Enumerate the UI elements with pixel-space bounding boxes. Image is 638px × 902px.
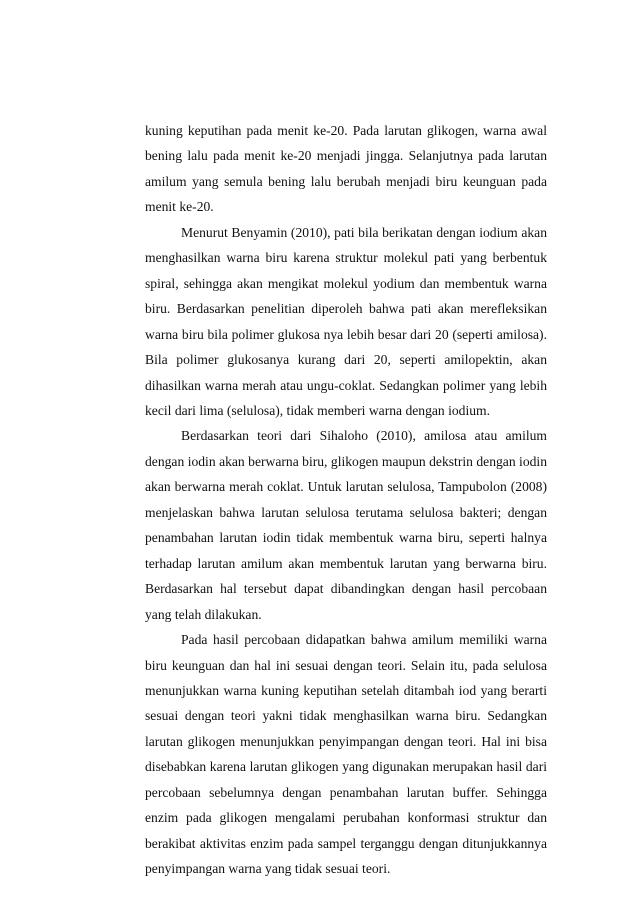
paragraph-4: Pada hasil percobaan didapatkan bahwa amilum memiliki warna biru keunguan dan hal ini sesuai dengan teori. Selain itu, pada selulosa menunjukkan warna kuning keputihan setelah ditambah iod yang berarti sesuai dengan teori yakni tidak menghasilkan warna biru. Sedangkan larutan glikogen menunjukkan penyimpangan dengan teori. Hal ini bisa disebabkan karena larutan glikogen yang digunakan merupakan hasil dari percobaan sebelumnya dengan penambahan larutan buffer. Sehingga enzim pada glikogen mengalami perubahan konformasi struktur dan berakibat aktivitas enzim pada sampel terganggu dengan ditunjukkannya penyimpangan warna yang tidak sesuai teori. xyxy=(145,632,547,877)
paragraph-3: Berdasarkan teori dari Sihaloho (2010), amilosa atau amilum dengan iodin akan berwarna biru, glikogen maupun dekstrin dengan iodin akan berwarna merah coklat. Untuk larutan selulosa, Tampubolon (2008) menjelaskan bahwa larutan selulosa terutama selulosa bakteri; dengan penambahan larutan iodin tidak membentuk warna biru, seperti halnya terhadap larutan amilum akan membentuk larutan yang berwarna biru. Berdasarkan hal tersebut dapat dibandingkan dengan hasil percobaan yang telah dilakukan. xyxy=(145,428,547,622)
paragraph-2: Menurut Benyamin (2010), pati bila berikatan dengan iodium akan menghasilkan warna biru karena struktur molekul pati yang berbentuk spiral, sehingga akan mengikat molekul yodium dan membentuk warna biru. Berdasarkan penelitian diperoleh bahwa pati akan merefleksikan warna biru bila polimer glukosa nya lebih besar dari 20 (seperti amilosa). Bila polimer glukosanya kurang dari 20, seperti amilopektin, akan dihasilkan warna merah atau ungu-coklat. Sedangkan polimer yang lebih kecil dari lima (selulosa), tidak memberi warna dengan iodium. xyxy=(145,224,547,418)
paragraph-1: kuning keputihan pada menit ke-20. Pada larutan glikogen, warna awal bening lalu pada menit ke-20 menjadi jingga. Selanjutnya pada larutan amilum yang semula bening lalu berubah menjadi biru keunguan pada menit ke-20. xyxy=(145,123,547,215)
body-text xyxy=(145,118,547,882)
